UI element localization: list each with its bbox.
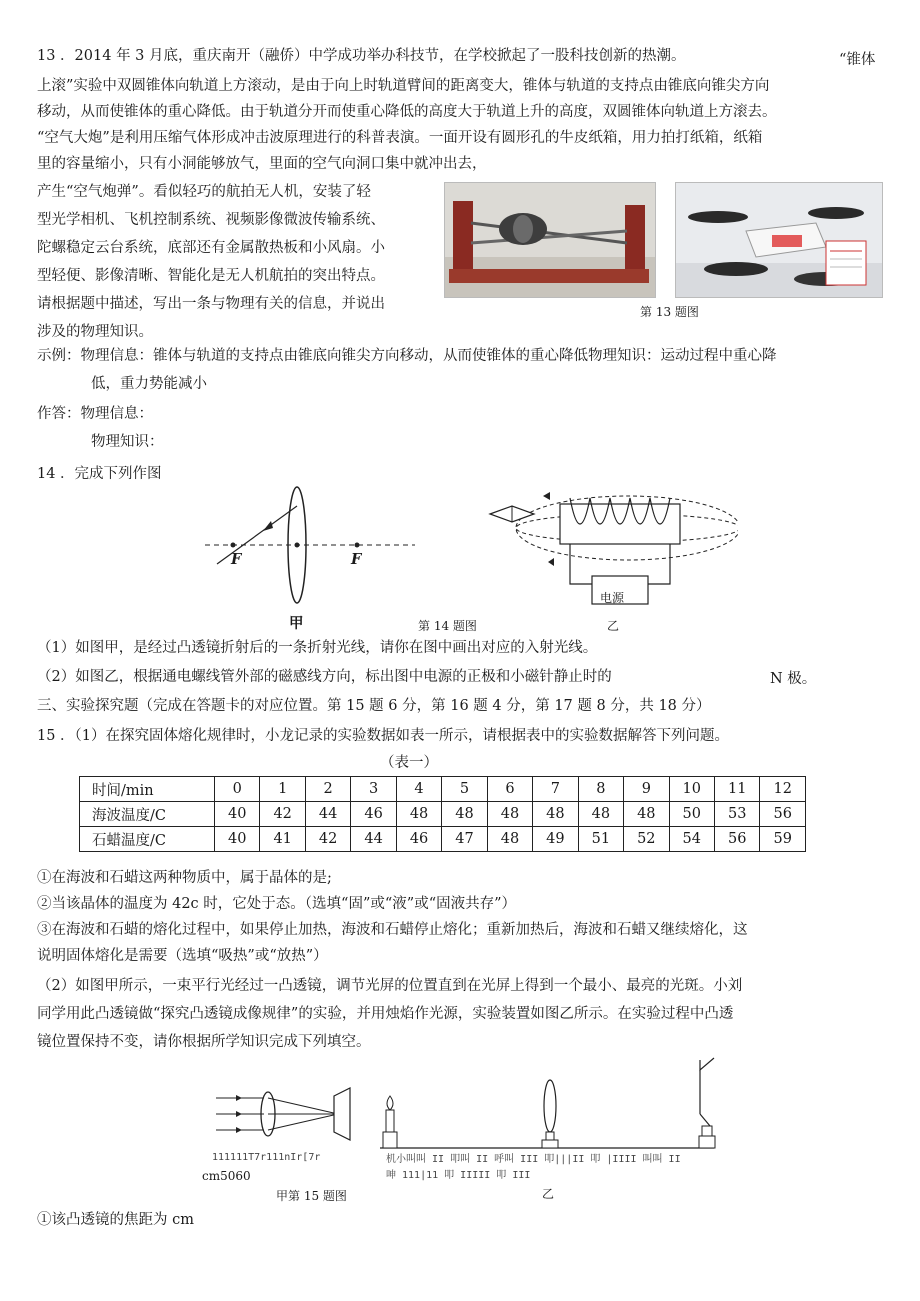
table-cell: 46 (396, 827, 441, 852)
q15-ruler-cm: cm5060 (202, 1169, 251, 1183)
table-cell: 5 (442, 777, 487, 802)
table-row (80, 777, 806, 802)
q13-left-line-1: 型光学相机、飞机控制系统、视频影像微波传输系统、 (37, 212, 385, 228)
table-cell: 56 (714, 827, 759, 852)
q14-sub2: （2）如图乙，根据通电螺线管外部的磁感线方向，标出图中电源的正极和小磁针静止时的 (37, 669, 612, 685)
table-cell: 40 (215, 802, 260, 827)
table-cell: 1 (260, 777, 305, 802)
q13-line-2: 移动，从而使锥体的重心降低。由于轨道分开而使重心降低的高度大于轨道上升的高度，双圆锥体向轨道上方滚去。 (37, 104, 777, 120)
table-row (80, 802, 806, 827)
q15-question-3a: ③在海波和石蜡的熔化过程中，如果停止加热，海波和石蜡停止熔化；重新加热后，海波和石蜡又继续熔化，这 (37, 922, 748, 938)
table-cell: 48 (487, 802, 532, 827)
table-cell: 48 (533, 802, 578, 827)
q13-left-line-4: 请根据题中描述，写出一条与物理有关的信息，并说出 (37, 296, 385, 312)
q15-table-title: （表一） (380, 755, 438, 771)
table-cell: 11 (714, 777, 759, 802)
table-cell: 48 (487, 827, 532, 852)
table-cell: 4 (396, 777, 441, 802)
table-cell: 6 (487, 777, 532, 802)
q15-ruler-ticks: 111111T7r111nIr[7r (212, 1152, 321, 1163)
table-cell: 44 (351, 827, 396, 852)
table-cell: 10 (669, 777, 714, 802)
q15-optical-bench-diagram (378, 1052, 718, 1152)
table-cell: 56 (760, 802, 806, 827)
q14-figure-caption: 第 14 题图 (418, 619, 477, 633)
q13-example-line-1: 示例：物理信息：锥体与轨道的支持点由锥底向锥尖方向移动，从而使锥体的重心降低物理知识：运动过程中重心降 (37, 348, 777, 364)
q15-part2-line-a: （2）如图甲所示，一束平行光经过一凸透镜，调节光屏的位置直到在光屏上得到一个最小、最亮的光斑。小刘 (37, 978, 743, 994)
table-cell: 46 (351, 802, 396, 827)
q15-final-question: ①该凸透镜的焦距为 cm (37, 1212, 194, 1228)
table-cell: 7 (533, 777, 578, 802)
table-cell: 2 (305, 777, 350, 802)
table-row (80, 827, 806, 852)
table-cell: 海波温度/C (80, 802, 215, 827)
table-cell: 3 (351, 777, 396, 802)
q14-label-jia: 甲 (289, 615, 304, 632)
q15-label-yi: 乙 (542, 1187, 555, 1201)
q15-part2-line-c: 镜位置保持不变，请你根据所学知识完成下列填空。 (37, 1034, 371, 1050)
table-cell: 59 (760, 827, 806, 852)
table-cell: 44 (305, 802, 350, 827)
table-cell: 52 (624, 827, 669, 852)
q13-left-line-2: 陀螺稳定云台系统，底部还有金属散热板和小风扇。小 (37, 240, 385, 256)
q15-figure-caption: 甲第 15 题图 (276, 1189, 347, 1203)
q13-line-0: 13 ．2014 年 3 月底，重庆南开（融侨）中学成功举办科技节，在学校掀起了一股科技创新的热潮。 (37, 48, 686, 64)
q15-question-1: ①在海波和石蜡这两种物质中，属于晶体的是; (37, 870, 332, 886)
q13-example-line-2: 低，重力势能减小 (91, 376, 207, 392)
table-cell: 0 (215, 777, 260, 802)
cone-track-photo (444, 182, 656, 298)
table-cell: 12 (760, 777, 806, 802)
q14-sub1: （1）如图甲，是经过凸透镜折射后的一条折射光线，请你在图中画出对应的入射光线。 (37, 640, 598, 656)
q14-title: 14 ．完成下列作图 (37, 466, 162, 482)
q14-power-label: 电源 (600, 591, 625, 605)
q15-bench-scale-1: 机小叫叫 II 叩叫 II 呼叫 III 叩|||II 叩 |IIII 叫叫 II (386, 1154, 681, 1165)
table-cell: 48 (442, 802, 487, 827)
table-cell: 9 (624, 777, 669, 802)
q13-left-line-3: 型轻便、影像清晰、智能化是无人机航拍的突出特点。 (37, 268, 385, 284)
q13-figure-caption: 第 13 题图 (640, 305, 699, 319)
table-cell: 50 (669, 802, 714, 827)
q14-focus-right: F (351, 551, 362, 568)
q13-answer-info-label: 作答：物理信息： (37, 406, 153, 422)
table-cell: 48 (578, 802, 623, 827)
table-cell: 8 (578, 777, 623, 802)
q13-left-line-0: 产生“空气炮弹”。看似轻巧的航拍无人机，安装了轻 (37, 184, 371, 200)
q14-sub2-tail: N 极。 (770, 671, 817, 687)
table-cell: 时间/min (80, 777, 215, 802)
table-cell: 47 (442, 827, 487, 852)
q14-focus-left: F (231, 551, 242, 568)
q13-line-4: 里的容量缩小，只有小洞能够放气，里面的空气向洞口集中就冲出去， (37, 156, 487, 172)
table-cell: 42 (260, 802, 305, 827)
table-cell: 48 (396, 802, 441, 827)
q13-line-0-tail: “锥体 (839, 52, 876, 68)
q14-label-yi: 乙 (607, 619, 620, 633)
drone-photo (675, 182, 883, 298)
table-cell: 49 (533, 827, 578, 852)
table-cell: 54 (669, 827, 714, 852)
q13-line-1: 上滚”实验中双圆锥体向轨道上方滚动，是由于向上时轨道臂间的距离变大，锥体与轨道的支持点由锥底向锥尖方向 (37, 78, 770, 94)
q15-intro: 15 ．（1）在探究固体熔化规律时，小龙记录的实验数据如表一所示，请根据表中的实验数据解答下列问题。 (37, 728, 730, 744)
table-cell: 48 (624, 802, 669, 827)
table-cell: 40 (215, 827, 260, 852)
q15-bench-scale-2: 呻 111|11 叩 IIIII 叩 III (386, 1170, 531, 1181)
q15-part2-line-b: 同学用此凸透镜做“探究凸透镜成像规律”的实验，并用烛焰作光源，实验装置如图乙所示。在实验过程中凸透 (37, 1006, 734, 1022)
table-cell: 53 (714, 802, 759, 827)
section-3-heading: 三、实验探究题（完成在答题卡的对应位置。第 15 题 6 分，第 16 题 4 分，第 17 题 8 分，共 18 分） (37, 698, 711, 714)
q13-line-3: “空气大炮”是利用压缩气体形成冲击波原理进行的科普表演。一面开设有圆形孔的牛皮纸箱，用力拍打纸箱，纸箱 (37, 130, 763, 146)
table-cell: 42 (305, 827, 350, 852)
table-cell: 41 (260, 827, 305, 852)
q15-question-2: ②当该晶体的温度为 42c 时，它处于态。（选填“固”或“液”或“固液共存”） (37, 896, 517, 912)
q15-focus-diagram (212, 1080, 362, 1150)
table-cell: 51 (578, 827, 623, 852)
q14-lens-diagram (205, 484, 425, 614)
table-cell: 石蜡温度/C (80, 827, 215, 852)
q15-question-3b: 说明固体熔化是需要（选填“吸热”或“放热”） (37, 948, 328, 964)
melting-data-table (79, 776, 806, 852)
q13-left-line-5: 涉及的物理知识。 (37, 324, 153, 340)
q13-answer-knowledge-label: 物理知识： (91, 434, 164, 450)
